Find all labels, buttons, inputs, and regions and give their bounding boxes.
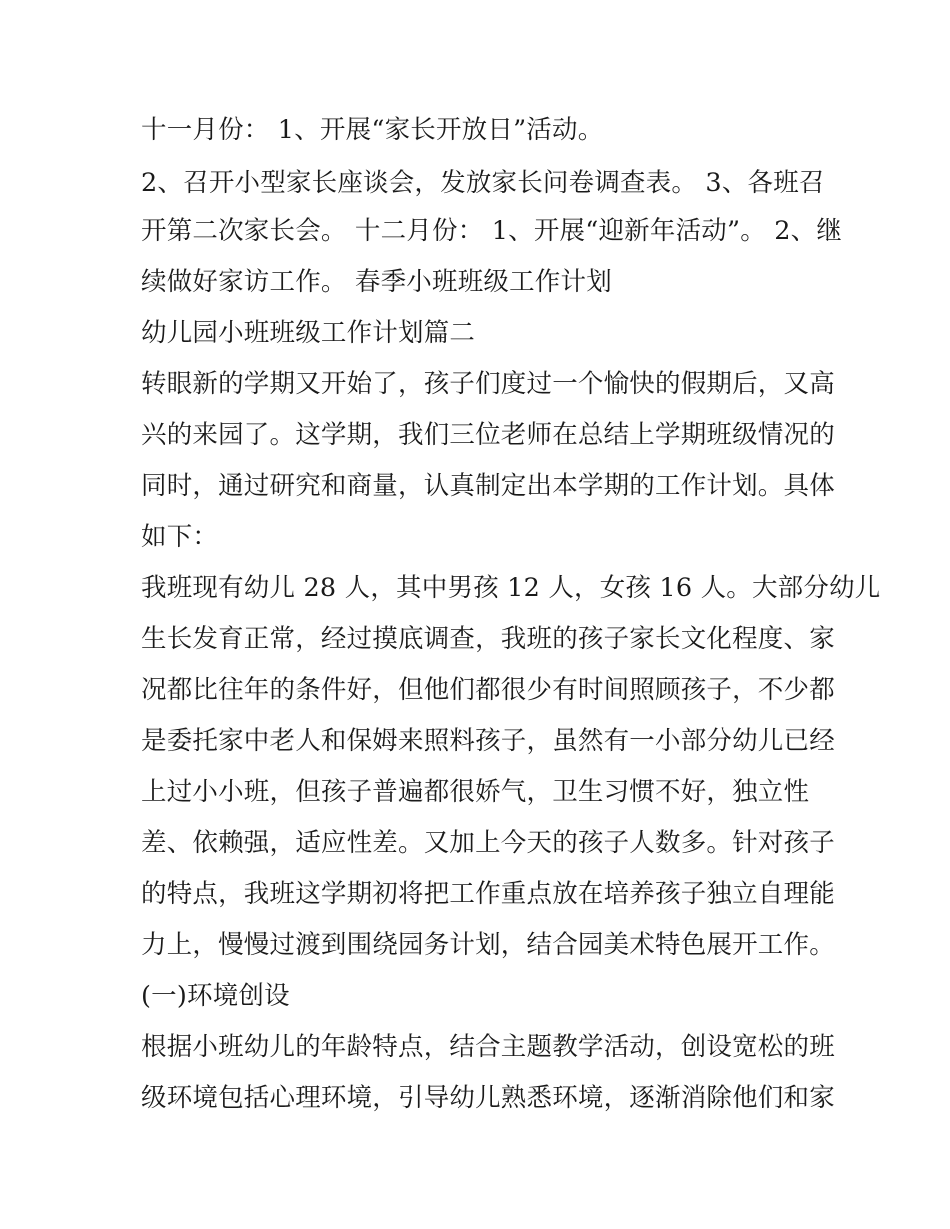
text-line: 况都比往年的条件好，但他们都很少有时间照顾孩子，不少都 bbox=[141, 675, 835, 705]
text-line: 的特点，我班这学期初将把工作重点放在培养孩子独立自理能 bbox=[141, 879, 835, 909]
section-heading: 幼儿园小班班级工作计划篇二 bbox=[141, 318, 476, 348]
text-line: 级环境包括心理环境，引导幼儿熟悉环境，逐渐消除他们和家 bbox=[141, 1083, 835, 1113]
text-line: 十一月份： 1、开展“家长开放日”活动。 bbox=[141, 115, 604, 145]
text-line: 续做好家访工作。 春季小班班级工作计划 bbox=[141, 267, 612, 297]
text-line: 如下： bbox=[141, 522, 219, 552]
text-line: 兴的来园了。这学期，我们三位老师在总结上学期班级情况的 bbox=[141, 420, 835, 450]
text-line: 力上，慢慢过渡到围绕园务计划，结合园美术特色展开工作。 bbox=[141, 930, 835, 960]
text-line: 2、召开小型家长座谈会，发放家长问卷调查表。 3、各班召 bbox=[141, 168, 825, 198]
text-line: 是委托家中老人和保姆来照料孩子，虽然有一小部分幼儿已经 bbox=[141, 726, 835, 756]
text-line: 开第二次家长会。 十二月份： 1、开展“迎新年活动”。 2、继 bbox=[141, 216, 843, 246]
text-line: 差、依赖强，适应性差。又加上今天的孩子人数多。针对孩子 bbox=[141, 828, 835, 858]
text-line: 同时，通过研究和商量，认真制定出本学期的工作计划。具体 bbox=[141, 471, 835, 501]
text-line: 上过小小班，但孩子普遍都很娇气，卫生习惯不好，独立性 bbox=[141, 777, 810, 807]
text-line: 我班现有幼儿 28 人，其中男孩 12 人，女孩 16 人。大部分幼儿 bbox=[141, 573, 881, 603]
section-heading: (一)环境创设 bbox=[141, 981, 290, 1011]
text-line: 生长发育正常，经过摸底调查，我班的孩子家长文化程度、家 bbox=[141, 624, 835, 654]
text-line: 根据小班幼儿的年龄特点，结合主题教学活动，创设宽松的班 bbox=[141, 1032, 835, 1062]
text-line: 转眼新的学期又开始了，孩子们度过一个愉快的假期后，又高 bbox=[141, 369, 835, 399]
